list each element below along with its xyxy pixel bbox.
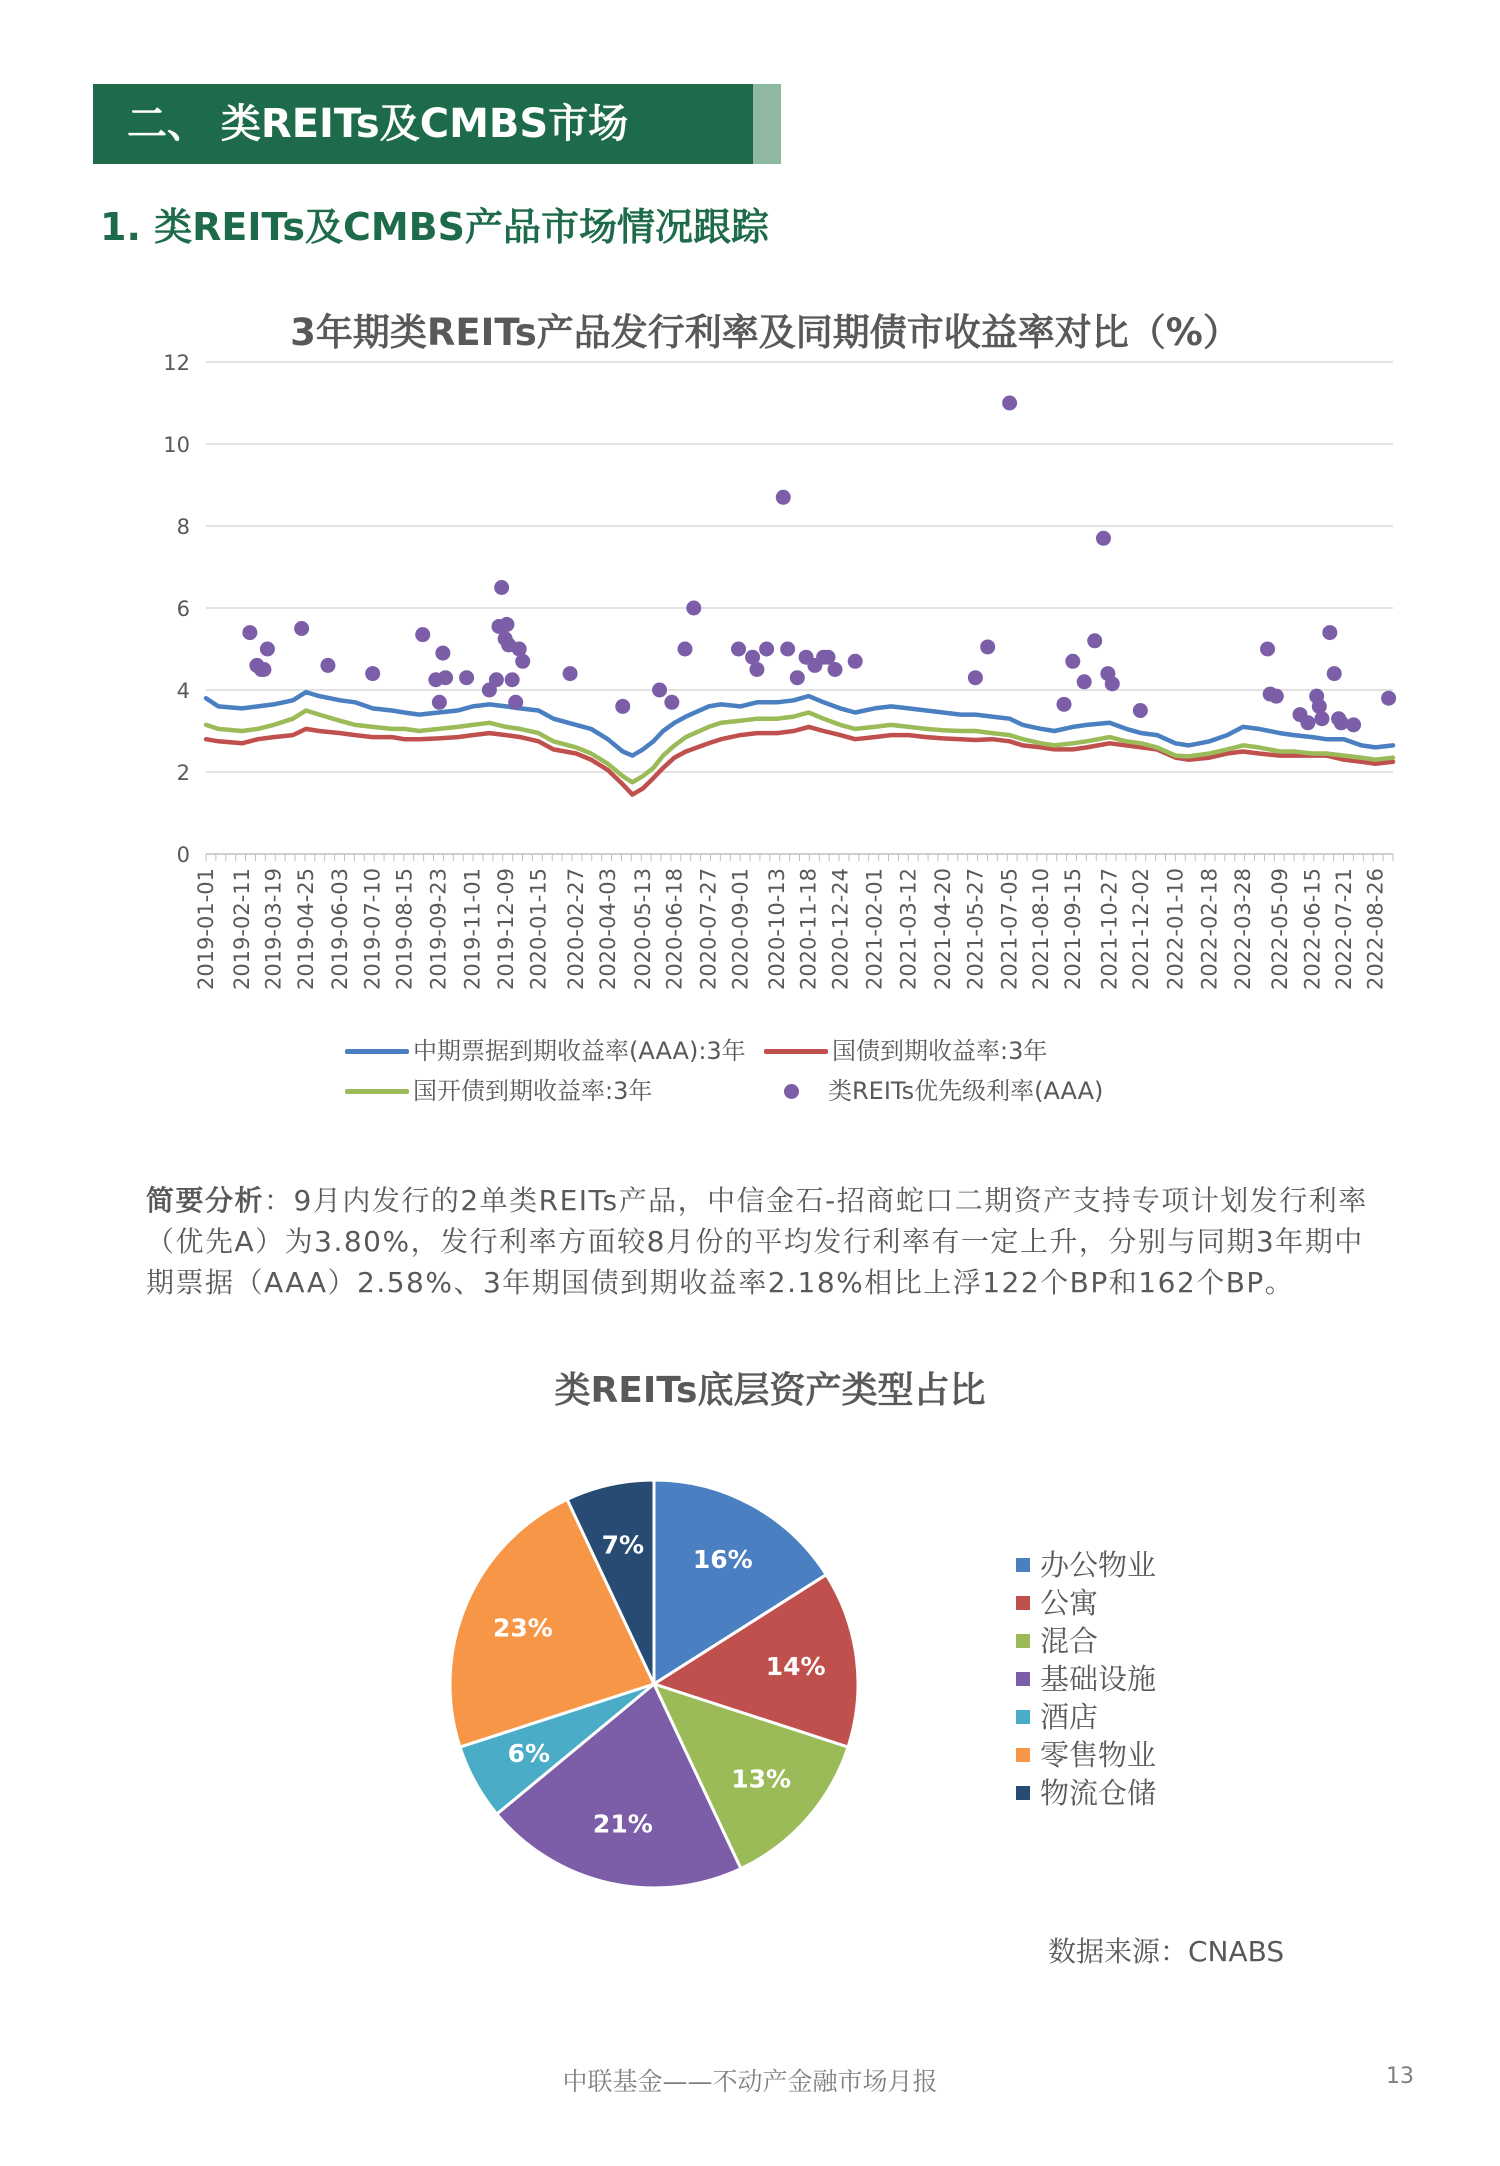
reits-rate-point bbox=[435, 646, 450, 661]
reits-rate-point bbox=[848, 654, 863, 669]
x-tick-label: 2022-06-15 bbox=[1300, 868, 1325, 991]
pie-data-label: 7% bbox=[601, 1530, 645, 1560]
legend-swatch bbox=[1016, 1634, 1030, 1648]
reits-rate-point bbox=[652, 683, 667, 698]
y-tick-label: 2 bbox=[176, 761, 190, 785]
legend-swatch bbox=[1016, 1672, 1030, 1686]
reits-rate-point bbox=[1314, 711, 1329, 726]
legend-swatch bbox=[1016, 1596, 1030, 1610]
x-tick-label: 2020-04-03 bbox=[595, 868, 620, 991]
line-chart-title: 3年期类REITs产品发行利率及同期债市收益率对比（%） bbox=[290, 311, 1240, 354]
section-banner bbox=[93, 84, 781, 164]
x-tick-label: 2019-11-01 bbox=[460, 868, 485, 991]
pie-legend-item bbox=[1016, 1774, 1156, 1812]
pie-data-label: 23% bbox=[493, 1613, 553, 1643]
reits-rate-point bbox=[1322, 625, 1337, 640]
reits-rate-point bbox=[438, 670, 453, 685]
reits-rate-point bbox=[1260, 642, 1275, 657]
x-tick-label: 2020-01-15 bbox=[526, 868, 551, 991]
x-tick-label: 2020-11-18 bbox=[796, 868, 821, 991]
reits-rate-point bbox=[494, 580, 509, 595]
mtn-series-line bbox=[206, 692, 1393, 756]
line-chart-legend bbox=[0, 1036, 1500, 1116]
x-tick-label: 2020-10-13 bbox=[765, 868, 790, 991]
reits-rate-point bbox=[1077, 674, 1092, 689]
legend-label: 零售物业 bbox=[1040, 1738, 1157, 1772]
legend-label: 混合 bbox=[1040, 1624, 1099, 1658]
reits-rate-point bbox=[489, 672, 504, 687]
reits-rate-point bbox=[515, 654, 530, 669]
pie-legend-item bbox=[1016, 1660, 1156, 1698]
reits-rate-point bbox=[790, 670, 805, 685]
reits-rate-point bbox=[828, 662, 843, 677]
reits-rate-point bbox=[749, 662, 764, 677]
x-tick-label: 2021-02-01 bbox=[862, 868, 887, 991]
legend-label: 办公物业 bbox=[1040, 1548, 1157, 1582]
reits-rate-point bbox=[294, 621, 309, 636]
legend-label: 国开债到期收益率:3年 bbox=[413, 1077, 653, 1105]
reits-rate-point bbox=[415, 627, 430, 642]
legend-label: 基础设施 bbox=[1040, 1662, 1157, 1696]
page-number: 13 bbox=[1386, 2064, 1414, 2089]
pie-legend-item bbox=[1016, 1736, 1156, 1774]
reits-rate-point bbox=[459, 670, 474, 685]
analysis-text: ：9月内发行的2单类REITs产品，中信金石-招商蛇口二期资产支持专项计划发行利率（优先A）为3.80%，发行利率方面较8月份的平均发行利率有一定上升，分别与同期3年期中期票据（AAA）2.58%、3年期国债到期收益率2.18%相比上浮122个BP和162个BP。 bbox=[146, 1184, 1368, 1299]
x-tick-label: 2022-08-26 bbox=[1363, 868, 1388, 991]
legend-label: 国债到期收益率:3年 bbox=[832, 1037, 1048, 1065]
reits-rate-point bbox=[759, 642, 774, 657]
x-tick-label: 2019-01-01 bbox=[194, 868, 218, 991]
page-footer: 中联基金——不动产金融市场月报 bbox=[562, 2067, 938, 2096]
x-tick-label: 2019-06-03 bbox=[328, 868, 353, 991]
x-tick-label: 2019-04-25 bbox=[294, 868, 319, 991]
pie-legend-item bbox=[1016, 1622, 1156, 1660]
x-tick-label: 2022-05-09 bbox=[1267, 868, 1292, 991]
reits-rate-point bbox=[968, 670, 983, 685]
pie-chart bbox=[404, 1448, 904, 1948]
reits-rate-point bbox=[499, 617, 514, 632]
reits-rate-point bbox=[1057, 697, 1072, 712]
x-tick-label: 2022-03-28 bbox=[1230, 868, 1255, 991]
y-tick-label: 6 bbox=[176, 597, 190, 621]
pie-legend-item bbox=[1016, 1546, 1156, 1584]
x-tick-label: 2019-12-09 bbox=[494, 868, 519, 991]
legend-swatch bbox=[1016, 1710, 1030, 1724]
legend-label: 公寓 bbox=[1040, 1586, 1099, 1620]
legend-swatch bbox=[1016, 1786, 1030, 1800]
reits-rate-point bbox=[1065, 654, 1080, 669]
pie-chart-legend bbox=[1016, 1546, 1156, 1812]
x-tick-label: 2021-10-27 bbox=[1097, 868, 1122, 991]
reits-rate-point bbox=[432, 695, 447, 710]
x-tick-label: 2021-05-27 bbox=[963, 868, 988, 991]
x-tick-label: 2019-02-11 bbox=[229, 868, 254, 991]
reits-rate-point bbox=[1096, 531, 1111, 546]
legend-line-marker bbox=[345, 1049, 409, 1054]
reits-rate-point bbox=[664, 695, 679, 710]
x-tick-label: 2019-07-10 bbox=[360, 868, 385, 991]
reits-rate-point bbox=[1381, 691, 1396, 706]
reits-rate-point bbox=[1087, 633, 1102, 648]
x-tick-label: 2021-08-10 bbox=[1029, 868, 1054, 991]
reits-rate-point bbox=[1002, 396, 1017, 411]
x-tick-label: 2022-02-18 bbox=[1197, 868, 1222, 991]
x-tick-label: 2022-07-21 bbox=[1331, 868, 1356, 991]
legend-label: 类REITs优先级利率(AAA) bbox=[828, 1077, 1104, 1105]
reits-rate-point bbox=[731, 642, 746, 657]
legend-label: 中期票据到期收益率(AAA):3年 bbox=[413, 1037, 746, 1065]
pie-legend-item bbox=[1016, 1584, 1156, 1622]
section-title: 二、 类REITs及CMBS市场 bbox=[127, 101, 629, 147]
subsection-title: 1. 类REITs及CMBS产品市场情况跟踪 bbox=[100, 205, 769, 249]
legend-dot-marker bbox=[784, 1084, 799, 1099]
reits-rate-point bbox=[320, 658, 335, 673]
reits-rate-point bbox=[1269, 689, 1284, 704]
pie-data-label: 21% bbox=[592, 1809, 653, 1839]
reits-rate-point bbox=[365, 666, 380, 681]
x-tick-label: 2022-01-10 bbox=[1163, 868, 1188, 991]
data-source: 数据来源：CNABS bbox=[1048, 1935, 1285, 1968]
legend-label: 酒店 bbox=[1040, 1700, 1099, 1734]
x-tick-label: 2021-04-20 bbox=[930, 868, 955, 991]
reits-rate-point bbox=[1105, 676, 1120, 691]
reits-rate-point bbox=[260, 642, 275, 657]
x-tick-label: 2021-09-15 bbox=[1060, 868, 1085, 991]
reits-rate-point bbox=[242, 625, 257, 640]
y-tick-label: 8 bbox=[176, 515, 190, 539]
pie-data-label: 16% bbox=[692, 1544, 753, 1574]
pie-data-label: 13% bbox=[731, 1764, 792, 1794]
pie-data-label: 14% bbox=[765, 1652, 826, 1682]
reits-rate-point bbox=[980, 639, 995, 654]
pie-legend-item bbox=[1016, 1698, 1156, 1736]
reits-rate-point bbox=[508, 695, 523, 710]
legend-swatch bbox=[1016, 1558, 1030, 1572]
x-tick-label: 2019-03-19 bbox=[261, 868, 286, 991]
x-tick-label: 2021-07-05 bbox=[997, 868, 1022, 991]
x-tick-label: 2020-02-27 bbox=[564, 868, 589, 991]
reits-rate-point bbox=[256, 662, 271, 677]
legend-label: 物流仓储 bbox=[1040, 1776, 1157, 1810]
reits-rate-point bbox=[1300, 715, 1315, 730]
reits-rate-point bbox=[563, 666, 578, 681]
reits-rate-point bbox=[615, 699, 630, 714]
legend-line-marker bbox=[345, 1089, 409, 1094]
reits-rate-point bbox=[678, 642, 693, 657]
reits-rate-point bbox=[1312, 699, 1327, 714]
legend-swatch bbox=[1016, 1748, 1030, 1762]
x-tick-label: 2021-03-12 bbox=[896, 868, 921, 991]
reits-rate-point bbox=[776, 490, 791, 505]
x-tick-label: 2021-12-02 bbox=[1129, 868, 1154, 991]
x-tick-label: 2020-12-24 bbox=[828, 868, 853, 991]
reits-rate-point bbox=[780, 642, 795, 657]
pie-chart-title: 类REITs底层资产类型占比 bbox=[554, 1370, 986, 1411]
reits-rate-point bbox=[1327, 666, 1342, 681]
reits-rate-point bbox=[1346, 717, 1361, 732]
analysis-label: 简要分析 bbox=[146, 1184, 265, 1217]
x-tick-label: 2019-09-23 bbox=[426, 868, 451, 991]
pie-data-label: 6% bbox=[507, 1738, 551, 1768]
x-tick-label: 2020-06-18 bbox=[662, 868, 687, 991]
x-tick-label: 2020-07-27 bbox=[696, 868, 721, 991]
reits-rate-point bbox=[505, 672, 520, 687]
legend-line-marker bbox=[764, 1049, 828, 1054]
reits-rate-point bbox=[686, 601, 701, 616]
x-tick-label: 2020-05-13 bbox=[630, 868, 655, 991]
y-tick-label: 4 bbox=[176, 679, 190, 703]
x-tick-label: 2019-08-15 bbox=[392, 868, 417, 991]
analysis-paragraph bbox=[146, 1180, 1376, 1303]
y-tick-label: 0 bbox=[176, 843, 190, 867]
y-tick-label: 12 bbox=[163, 351, 190, 375]
y-tick-label: 10 bbox=[163, 433, 190, 457]
reits-rate-point bbox=[1133, 703, 1148, 718]
x-tick-label: 2020-09-01 bbox=[728, 868, 753, 991]
